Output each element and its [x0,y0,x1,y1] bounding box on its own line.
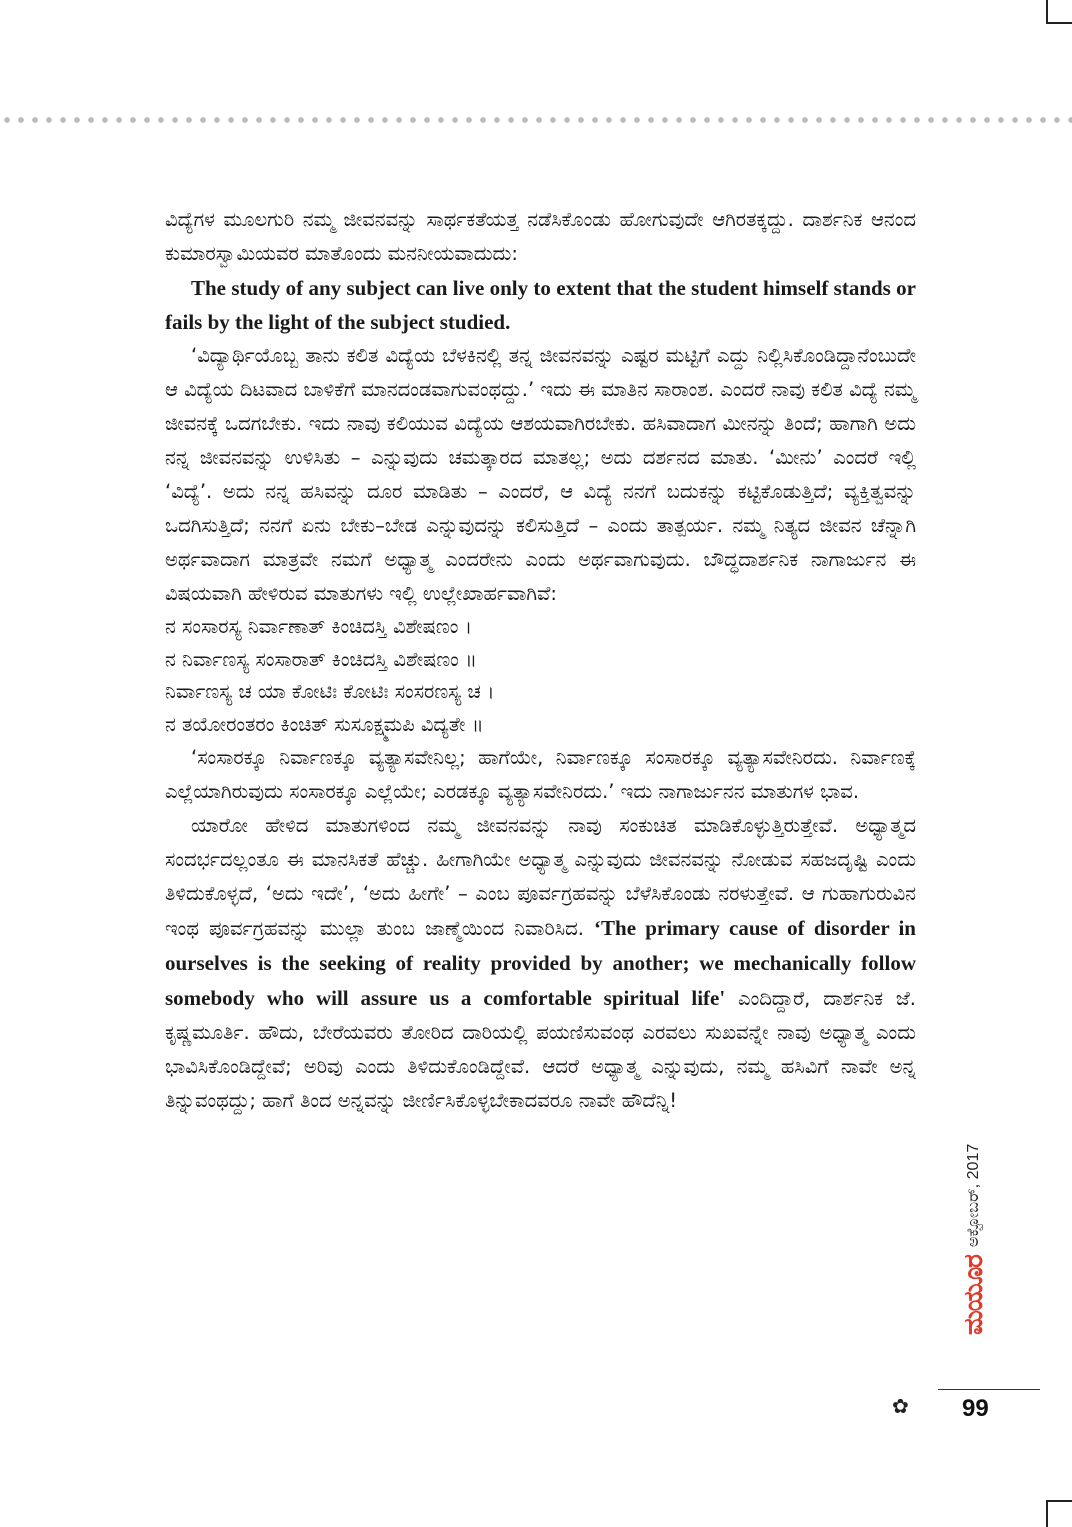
paragraph-intro: ವಿದ್ಯೆಗಳ ಮೂಲಗುರಿ ನಮ್ಮ ಜೀವನವನ್ನು ಸಾರ್ಥಕತೆಯತ್ತ ನಡೆಸಿಕೊಂಡು ಹೋಗುವುದೇ ಆಗಿರತಕ್ಕದ್ದು. ದಾರ್ಶನಿಕ ಆನಂದ ಕುಮಾರಸ್ವಾಮಿಯವರ ಮಾತೊಂದು ಮನನೀಯವಾದುದು: [165,208,916,265]
paragraph-verse-meaning: ‘ಸಂಸಾರಕ್ಕೂ ನಿರ್ವಾಣಕ್ಕೂ ವ್ಯತ್ಯಾಸವೇನಿಲ್ಲ; ಹಾಗೆಯೇ, ನಿರ್ವಾಣಕ್ಕೂ ಸಂಸಾರಕ್ಕೂ ವ್ಯತ್ಯಾಸವೇನಿರದು. ನಿರ್ವಾಣಕ್ಕೆ ಎಲ್ಲೆಯಾಗಿರುವುದು ಸಂಸಾರಕ್ಕೂ ಎಲ್ಲೆಯೇ; ಎರಡಕ್ಕೂ ವ್ಯತ್ಯಾಸವೇನಿರದು.’ ಇದು ನಾಗಾರ್ಜುನನ ಮಾತುಗಳ ಭಾವ. [165,746,916,803]
verse-line: ನ ಸಂಸಾರಸ್ಯ ನಿರ್ವಾಣಾತ್ ಕಿಂಚಿದಸ್ತಿ ವಿಶೇಷಣಂ । [165,615,472,638]
paragraph-closing [165,809,916,1118]
flower-ornament-icon: ✿ [892,1394,909,1418]
verse-line: ನ ತಯೋರಂತರಂ ಕಿಂಚಿತ್ ಸುಸೂಕ್ಷ್ಮಮಪಿ ವಿದ್ಯತೇ ॥ [165,712,484,736]
paragraph-explanation: ‘ವಿದ್ಯಾರ್ಥಿಯೊಬ್ಬ ತಾನು ಕಲಿತ ವಿದ್ಯೆಯ ಬೆಳಕಿನಲ್ಲಿ ತನ್ನ ಜೀವನವನ್ನು ಎಷ್ಟರ ಮಟ್ಟಿಗೆ ಎದ್ದು ನಿಲ್ಲಿಸಿಕೊಂಡಿದ್ದಾನೆಂಬುದೇ ಆ ವಿದ್ಯೆಯ ದಿಟವಾದ ಬಾಳಿಕೆಗೆ ಮಾನದಂಡವಾಗುವಂಥದ್ದು.’ ಇದು ಈ ಮಾತಿನ ಸಾರಾಂಶ. ಎಂದರೆ ನಾವು ಕಲಿತ ವಿದ್ಯೆ ನಮ್ಮ ಜೀವನಕ್ಕೆ ಒದಗಬೇಕು. ಇದು ನಾವು ಕಲಿಯುವ ವಿದ್ಯೆಯ ಆಶಯವಾಗಿರಬೇಕು. ಹಸಿವಾದಾಗ ಮೀನನ್ನು ತಿಂದೆ; ಹಾಗಾಗಿ ಅದು ನನ್ನ ಜೀವನವನ್ನು ಉಳಿಸಿತು – ಎನ್ನುವುದು ಚಮತ್ಕಾರದ ಮಾತಲ್ಲ; ಅದು ದರ್ಶನದ ಮಾತು. ‘ಮೀನು’ ಎಂದರೆ ಇಲ್ಲಿ ‘ವಿದ್ಯೆ’. ಅದು ನನ್ನ ಹಸಿವನ್ನು ದೂರ ಮಾಡಿತು – ಎಂದರೆ, ಆ ವಿದ್ಯೆ ನನಗೆ ಬದುಕನ್ನು ಕಟ್ಟಿಕೊಡುತ್ತಿದೆ; ವ್ಯಕ್ತಿತ್ವವನ್ನು ಒದಗಿಸುತ್ತಿದೆ; ನನಗೆ ಏನು ಬೇಕು–ಬೇಡ ಎನ್ನುವುದನ್ನು ಕಲಿಸುತ್ತಿದೆ – ಎಂದು ತಾತ್ಪರ್ಯ. ನಮ್ಮ ನಿತ್ಯದ ಜೀವನ ಚೆನ್ನಾಗಿ ಅರ್ಥವಾದಾಗ ಮಾತ್ರವೇ ನಮಗೆ ಅಧ್ಯಾತ್ಮ ಎಂದರೇನು ಎಂದು ಅರ್ಥವಾಗುವುದು. ಬೌದ್ಧದಾರ್ಶನಿಕ ನಾಗಾರ್ಜುನ ಈ ವಿಷಯವಾಗಿ ಹೇಳಿರುವ ಮಾತುಗಳು ಇಲ್ಲಿ ಉಲ್ಲೇಖಾರ್ಹವಾಗಿವೆ: [165,344,916,605]
dotted-header-rule [0,116,1072,124]
closing-text-kannada-end: ಎಂದಿದ್ದಾರೆ, ದಾರ್ಶನಿಕ ಜೆ. ಕೃಷ್ಣಮೂರ್ತಿ. ಹೌದು, ಬೇರೆಯವರು ತೋರಿದ ದಾರಿಯಲ್ಲಿ ಪಯಣಿಸುವಂಥ ಎರವಲು ಸುಖವನ್ನೇ ನಾವು ಅಧ್ಯಾತ್ಮ ಎಂದು ಭಾವಿಸಿಕೊಂಡಿದ್ದೇವೆ; ಅರಿವು ಎಂದು ತಿಳಿದುಕೊಂಡಿದ್ದೇವೆ. ಆದರೆ ಅಧ್ಯಾತ್ಮ ಎನ್ನುವುದು, ನಮ್ಮ ಹಸಿವಿಗೆ ನಾವೇ ಅನ್ನ ತಿನ್ನುವಂಥದ್ದು; ಹಾಗೆ ತಿಂದ ಅನ್ನವನ್ನು ಜೀರ್ಣಿಸಿಕೊಳ್ಳಬೇಕಾದವರೂ ನಾವೇ ಹೌದೆನ್ನಿ! [165,987,916,1112]
verse-line: ನಿರ್ವಾಣಸ್ಯ ಚ ಯಾ ಕೋಟಿಃ ಕೋಟಿಃ ಸಂಸರಣಸ್ಯ ಚ । [165,680,495,703]
crop-mark-bottom-right [1046,1500,1072,1527]
verse-line: ನ ನಿರ್ವಾಣಸ್ಯ ಸಂಸಾರಾತ್ ಕಿಂಚಿದಸ್ತಿ ವಿಶೇಷಣಂ ॥ [165,647,477,671]
page-number-rule [938,1389,1040,1390]
crop-mark-top-right [1046,0,1072,24]
english-quote-krishnamurti: ‘The primary cause of disorder in ourselves is the seeking of reality provided by another; we mechanically follow somebody who will assure us a comfortable spiritual life' [165,916,916,1010]
magazine-logo: ಮಯೂರ [958,1255,989,1335]
issue-date: ಅಕ್ಟೋಬರ್, 2017 [965,1143,982,1248]
page-number: 99 [962,1395,989,1422]
article-body [165,203,916,1118]
english-quote-coomaraswamy: The study of any subject can live only to extent that the student himself stands or fails by the light of the subject studied. [165,276,916,334]
magazine-masthead-vertical [958,1143,989,1335]
closing-text-kannada: ಯಾರೋ ಹೇಳಿದ ಮಾತುಗಳಿಂದ ನಮ್ಮ ಜೀವನವನ್ನು ನಾವು ಸಂಕುಚಿತ ಮಾಡಿಕೊಳ್ಳುತ್ತಿರುತ್ತೇವೆ. ಅಧ್ಯಾತ್ಮದ ಸಂದರ್ಭದಲ್ಲಂತೂ ಈ ಮಾನಸಿಕತೆ ಹೆಚ್ಚು. ಹೀಗಾಗಿಯೇ ಅಧ್ಯಾತ್ಮ ಎನ್ನುವುದು ಜೀವನವನ್ನು ನೋಡುವ ಸಹಜದೃಷ್ಟಿ ಎಂದು ತಿಳಿದುಕೊಳ್ಳದೆ, ‘ಅದು ಇದೇ’, ‘ಅದು ಹೀಗೇ’ – ಎಂಬ ಪೂರ್ವಗ್ರಹವನ್ನು ಬೆಳೆಸಿಕೊಂಡು ನರಳುತ್ತೇವೆ. ಆ ಗುಹಾಗುರುವಿನ ಇಂಥ ಪೂರ್ವಗ್ರಹವನ್ನು ಮುಲ್ಲಾ ತುಂಬ ಜಾಣ್ಮೆಯಿಂದ ನಿವಾರಿಸಿದ. [165,814,916,940]
sanskrit-verse [165,611,916,741]
